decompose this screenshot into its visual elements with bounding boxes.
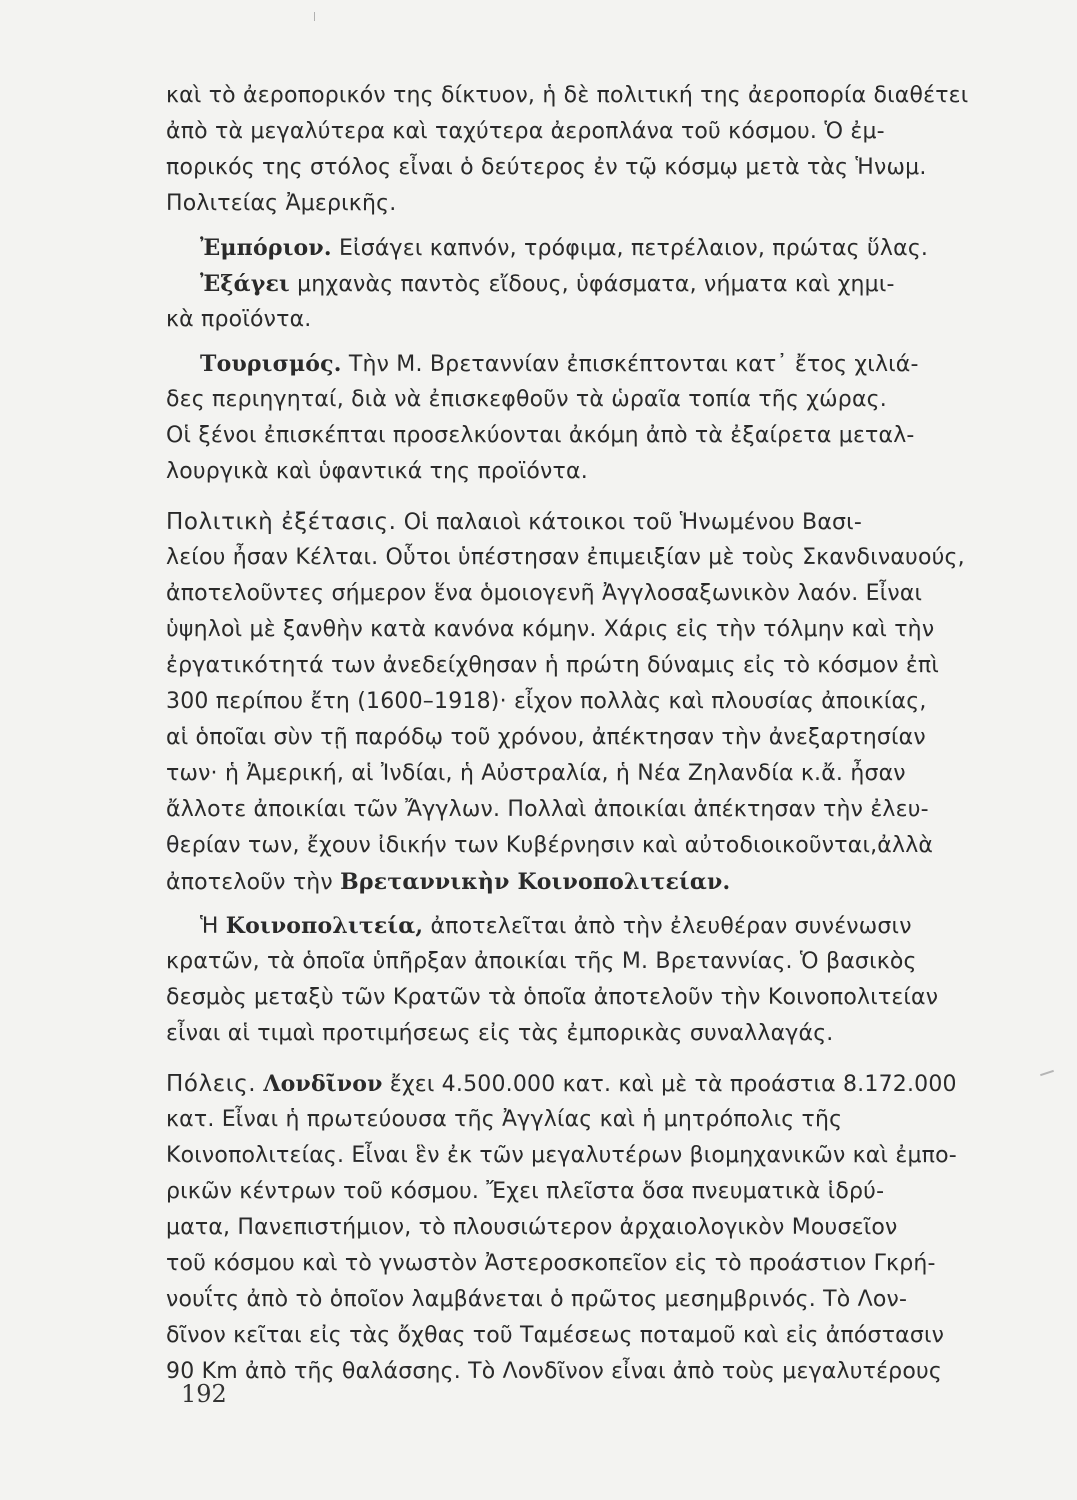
text-line: κατ. Εἶναι ἡ πρωτεύουσα τῆς Ἀγγλίας καὶ ἡ μητρόπολις τῆς xyxy=(166,1107,843,1132)
text-line: ματα, Πανεπιστήμιον, τὸ πλουσιώτερον ἀρχαιολογικὸν Μουσεῖον xyxy=(166,1215,898,1240)
text-line: ρικῶν κέντρων τοῦ κόσμου. Ἔχει πλεῖστα ὅσα πνευματικὰ ἱδρύ- xyxy=(166,1179,885,1204)
text-line: δεσμὸς μεταξὺ τῶν Κρατῶν τὰ ὁποῖα ἀποτελοῦν τὴν Κοινοπολιτείαν xyxy=(166,985,939,1010)
commonwealth-text: ἀποτελεῖται ἀπὸ τὴν ἐλευθέραν συνένωσιν xyxy=(430,914,912,939)
commonwealth-term: Κοινοπολιτεία, xyxy=(225,913,424,939)
text-line: θερίαν των, ἔχουν ἰδικήν των Κυβέρνησιν καὶ αὐτοδιοικοῦνται,ἀλλὰ xyxy=(166,833,934,858)
text-line: κὰ προϊόντα. xyxy=(166,307,312,332)
british-commonwealth: Βρεταννικὴν Κοινοπολιτείαν. xyxy=(340,869,731,895)
tourism-text: Τὴν Μ. Βρεταννίαν ἐπισκέπτονται κατ᾽ ἔτος χιλιά- xyxy=(348,352,919,377)
scan-speck xyxy=(1040,1070,1054,1076)
commerce-imports-line xyxy=(166,230,1032,266)
commerce-exports: μηχανὰς παντὸς εἴδους, ὑφάσματα, νήματα καὶ χημι- xyxy=(297,272,895,297)
cities-heading: Πόλεις. xyxy=(166,1071,257,1097)
text-line: αἱ ὁποῖαι σὺν τῇ παρόδῳ τοῦ χρόνου, ἀπέκτησαν τὴν ἀνεξαρτησίαν xyxy=(166,725,926,750)
text-line: τοῦ κόσμου καὶ τὸ γνωστὸν Ἀστεροσκοπεῖον εἰς τὸ προάστιον Γκρή- xyxy=(166,1251,936,1276)
text-line: εἶναι αἱ τιμαὶ προτιμήσεως εἰς τὰς ἐμπορικὰς συναλλαγάς. xyxy=(166,1021,834,1046)
london-population: ἔχει 4.500.000 κατ. xyxy=(389,1072,612,1097)
commonwealth-line xyxy=(166,908,1032,944)
commerce-exports-line xyxy=(166,266,1032,302)
london-label: Λονδῖνον xyxy=(263,1071,383,1097)
text-line: 90 Km ἀπὸ τῆς θαλάσσης. Τὸ Λονδῖνον εἶναι ἀπὸ τοὺς μεγαλυτέρους xyxy=(166,1359,943,1384)
commonwealth-mention-line xyxy=(166,864,1032,900)
text-line: 300 περίπου ἔτη (1600–1918)· εἶχον πολλὰς καὶ πλουσίας ἀποικίας, xyxy=(166,689,927,714)
text-fragment: ἀποτελοῦν τὴν xyxy=(166,870,333,895)
page-text xyxy=(166,78,1032,1390)
tourism-label: Τουρισμός. xyxy=(200,351,342,377)
text-line: Κοινοπολιτείας. Εἶναι ἓν ἐκ τῶν μεγαλυτέρων βιομηχανικῶν καὶ ἐμπο- xyxy=(166,1143,957,1168)
scan-mark xyxy=(314,12,315,21)
text-line: Οἱ ξένοι ἐπισκέπται προσελκύονται ἀκόμη ἀπὸ τὰ ἐξαίρετα μεταλ- xyxy=(166,423,915,448)
text-line: ἄλλοτε ἀποικίαι τῶν Ἄγγλων. Πολλαὶ ἀποικίαι ἀπέκτησαν τὴν ἐλευ- xyxy=(166,797,929,822)
text-line: πορικός της στόλος εἶναι ὁ δεύτερος ἐν τῷ κόσμῳ μετὰ τὰς Ἡνωμ. xyxy=(166,155,927,180)
text-line: λουργικὰ καὶ ὑφαντικά της προϊόντα. xyxy=(166,459,588,484)
text-line: ἐργατικότητά των ἀνεδείχθησαν ἡ πρώτη δύναμις εἰς τὸ κόσμον ἐπὶ xyxy=(166,653,939,678)
political-text: Οἱ παλαιοὶ κάτοικοι τοῦ Ἡνωμένου Βασι- xyxy=(403,510,862,535)
tourism-line xyxy=(166,346,1032,382)
political-heading: Πολιτικὴ ἐξέτασις. xyxy=(166,509,397,535)
cities-heading-line xyxy=(166,1066,1032,1102)
exports-label: Ἐξάγει xyxy=(200,271,290,297)
commerce-imports: Εἰσάγει καπνόν, τρόφιμα, πετρέλαιον, πρώτας ὕλας. xyxy=(338,236,929,261)
political-heading-line xyxy=(166,504,1032,540)
text-line: δες περιηγηταί, διὰ νὰ ἐπισκεφθοῦν τὰ ὡραῖα τοπία τῆς χώρας. xyxy=(166,387,887,412)
page-number: 192 xyxy=(181,1380,227,1408)
london-suburbs: καὶ μὲ τὰ προάστια 8.172.000 xyxy=(618,1072,957,1097)
commerce-label: Ἐμπόριον. xyxy=(200,235,332,261)
text-line: των· ἡ Ἀμερική, αἱ Ἰνδίαι, ἡ Αὐστραλία, ἡ Νέα Ζηλανδία κ.ἄ. ἦσαν xyxy=(166,761,906,786)
text-line: ὑψηλοὶ μὲ ξανθὴν κατὰ κανόνα κόμην. Χάρις εἰς τὴν τόλμην καὶ τὴν xyxy=(166,617,935,642)
text-line: κρατῶν, τὰ ὁποῖα ὑπῆρξαν ἀποικίαι τῆς Μ. Βρεταννίας. Ὁ βασικὸς xyxy=(166,949,917,974)
text-line: ἀπὸ τὰ μεγαλύτερα καὶ ταχύτερα ἀεροπλάνα τοῦ κόσμου. Ὁ ἐμ- xyxy=(166,119,885,144)
text-line: λείου ἦσαν Κέλται. Οὗτοι ὑπέστησαν ἐπιμειξίαν μὲ τοὺς Σκανδιναυούς, xyxy=(166,545,965,570)
article: Ἡ xyxy=(200,914,219,939)
text-line: νουΐτς ἀπὸ τὸ ὁποῖον λαμβάνεται ὁ πρῶτος μεσημβρινός. Τὸ Λον- xyxy=(166,1287,908,1312)
text-line: δῖνον κεῖται εἰς τὰς ὄχθας τοῦ Ταμέσεως ποταμοῦ καὶ εἰς ἀπόστασιν xyxy=(166,1323,945,1348)
text-line: καὶ τὸ ἀεροπορικόν της δίκτυον, ἡ δὲ πολιτική της ἀεροπορία διαθέτει xyxy=(166,83,969,108)
text-line: Πολιτείας Ἀμερικῆς. xyxy=(166,191,397,216)
text-line: ἀποτελοῦντες σήμερον ἕνα ὁμοιογενῆ Ἀγγλοσαξωνικὸν λαόν. Εἶναι xyxy=(166,581,923,606)
